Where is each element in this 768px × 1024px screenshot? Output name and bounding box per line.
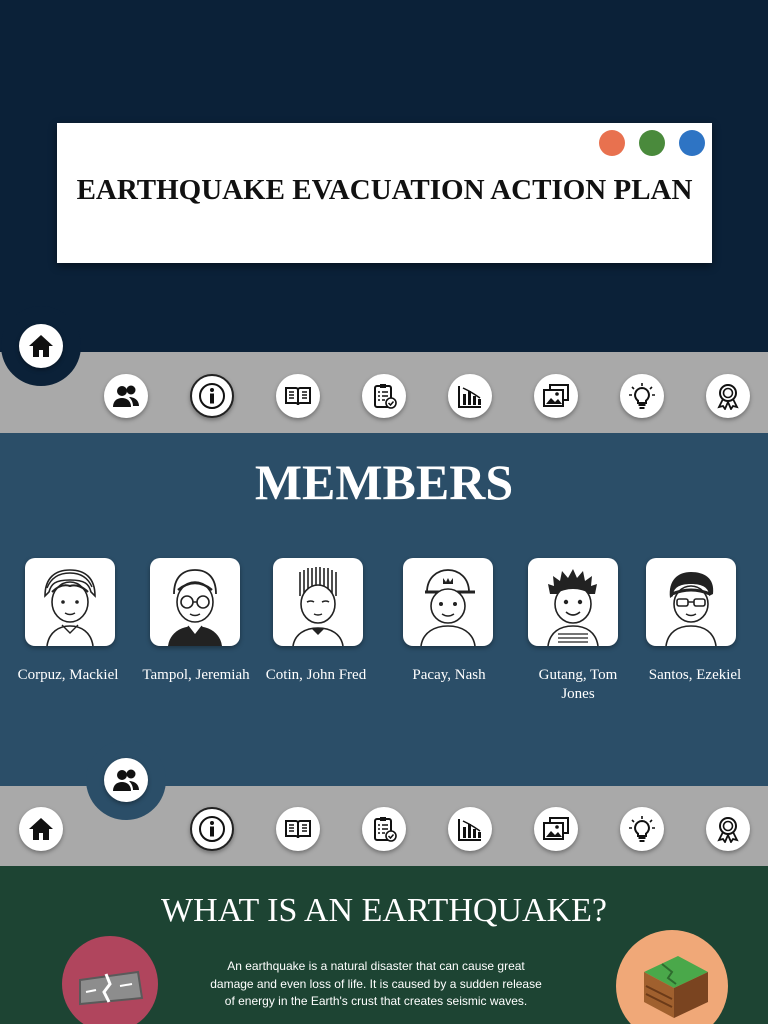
- nav-checklist-button[interactable]: [362, 374, 406, 418]
- info-icon: [198, 382, 226, 410]
- member-portrait-icon: [528, 558, 618, 646]
- member-avatar: [25, 558, 115, 646]
- ground-layers-icon: [616, 930, 728, 1024]
- page-title: EARTHQUAKE EVACUATION ACTION PLAN: [76, 174, 693, 206]
- nav-home-button[interactable]: [19, 324, 63, 368]
- chart-icon: [456, 382, 484, 410]
- home-bubble: [1, 306, 81, 386]
- member-avatar: [403, 558, 493, 646]
- gallery-icon: [542, 815, 570, 843]
- member-portrait-icon: [403, 558, 493, 646]
- member-avatar: [646, 558, 736, 646]
- gallery-icon: [542, 382, 570, 410]
- member-name: Santos, Ezekiel: [648, 667, 742, 683]
- members-icon: [112, 382, 140, 410]
- nav-book-button[interactable]: [276, 374, 320, 418]
- member-name: Cotin, John Fred: [265, 667, 367, 683]
- nav-home-button[interactable]: [19, 807, 63, 851]
- crack-road-icon: [62, 936, 158, 1024]
- checklist-icon: [370, 815, 398, 843]
- member-avatar: [528, 558, 618, 646]
- title-card: [57, 123, 712, 263]
- book-icon: [284, 382, 312, 410]
- members-section: [0, 433, 768, 786]
- nav-idea-button[interactable]: [620, 374, 664, 418]
- member-name: Tampol, Jeremiah: [142, 667, 250, 683]
- home-icon: [27, 815, 55, 843]
- member-avatar: [150, 558, 240, 646]
- hero-section: [0, 0, 768, 352]
- nav-award-button[interactable]: [706, 374, 750, 418]
- members-bubble: [86, 740, 166, 820]
- nav-members-button[interactable]: [104, 374, 148, 418]
- member-name: Pacay, Nash: [412, 667, 486, 683]
- lightbulb-icon: [628, 382, 656, 410]
- nav-info-button[interactable]: [190, 374, 234, 418]
- home-icon: [27, 332, 55, 360]
- member-portrait-icon: [25, 558, 115, 646]
- nav-chart-button[interactable]: [448, 807, 492, 851]
- member-portrait-icon: [273, 558, 363, 646]
- blue-dot-icon: [679, 130, 705, 156]
- chart-icon: [456, 815, 484, 843]
- lightbulb-icon: [628, 815, 656, 843]
- nav-bar-top: [0, 352, 768, 433]
- nav-book-button[interactable]: [276, 807, 320, 851]
- member-name: Corpuz, Mackiel: [17, 667, 119, 683]
- green-dot-icon: [639, 130, 665, 156]
- nav-checklist-button[interactable]: [362, 807, 406, 851]
- info-icon: [198, 815, 226, 843]
- checklist-icon: [370, 382, 398, 410]
- award-icon: [714, 815, 742, 843]
- section-body: An earthquake is a natural disaster that can cause great damage and even loss of life. It is caused by a sudden release of energy in the Earth's crust that creates seismic waves.: [210, 959, 542, 1008]
- what-is-earthquake-section: [0, 866, 768, 1024]
- book-icon: [284, 815, 312, 843]
- red-dot-icon: [599, 130, 625, 156]
- nav-info-button[interactable]: [190, 807, 234, 851]
- nav-members-button-active[interactable]: [104, 758, 148, 802]
- members-icon: [112, 766, 140, 794]
- nav-gallery-button[interactable]: [534, 807, 578, 851]
- nav-award-button[interactable]: [706, 807, 750, 851]
- nav-chart-button[interactable]: [448, 374, 492, 418]
- member-avatar: [273, 558, 363, 646]
- member-portrait-icon: [646, 558, 736, 646]
- members-heading: MEMBERS: [254, 454, 514, 510]
- section-heading: WHAT IS AN EARTHQUAKE?: [161, 892, 607, 929]
- member-name: Gutang, Tom Jones: [538, 667, 618, 702]
- award-icon: [714, 382, 742, 410]
- member-portrait-icon: [150, 558, 240, 646]
- nav-idea-button[interactable]: [620, 807, 664, 851]
- nav-gallery-button[interactable]: [534, 374, 578, 418]
